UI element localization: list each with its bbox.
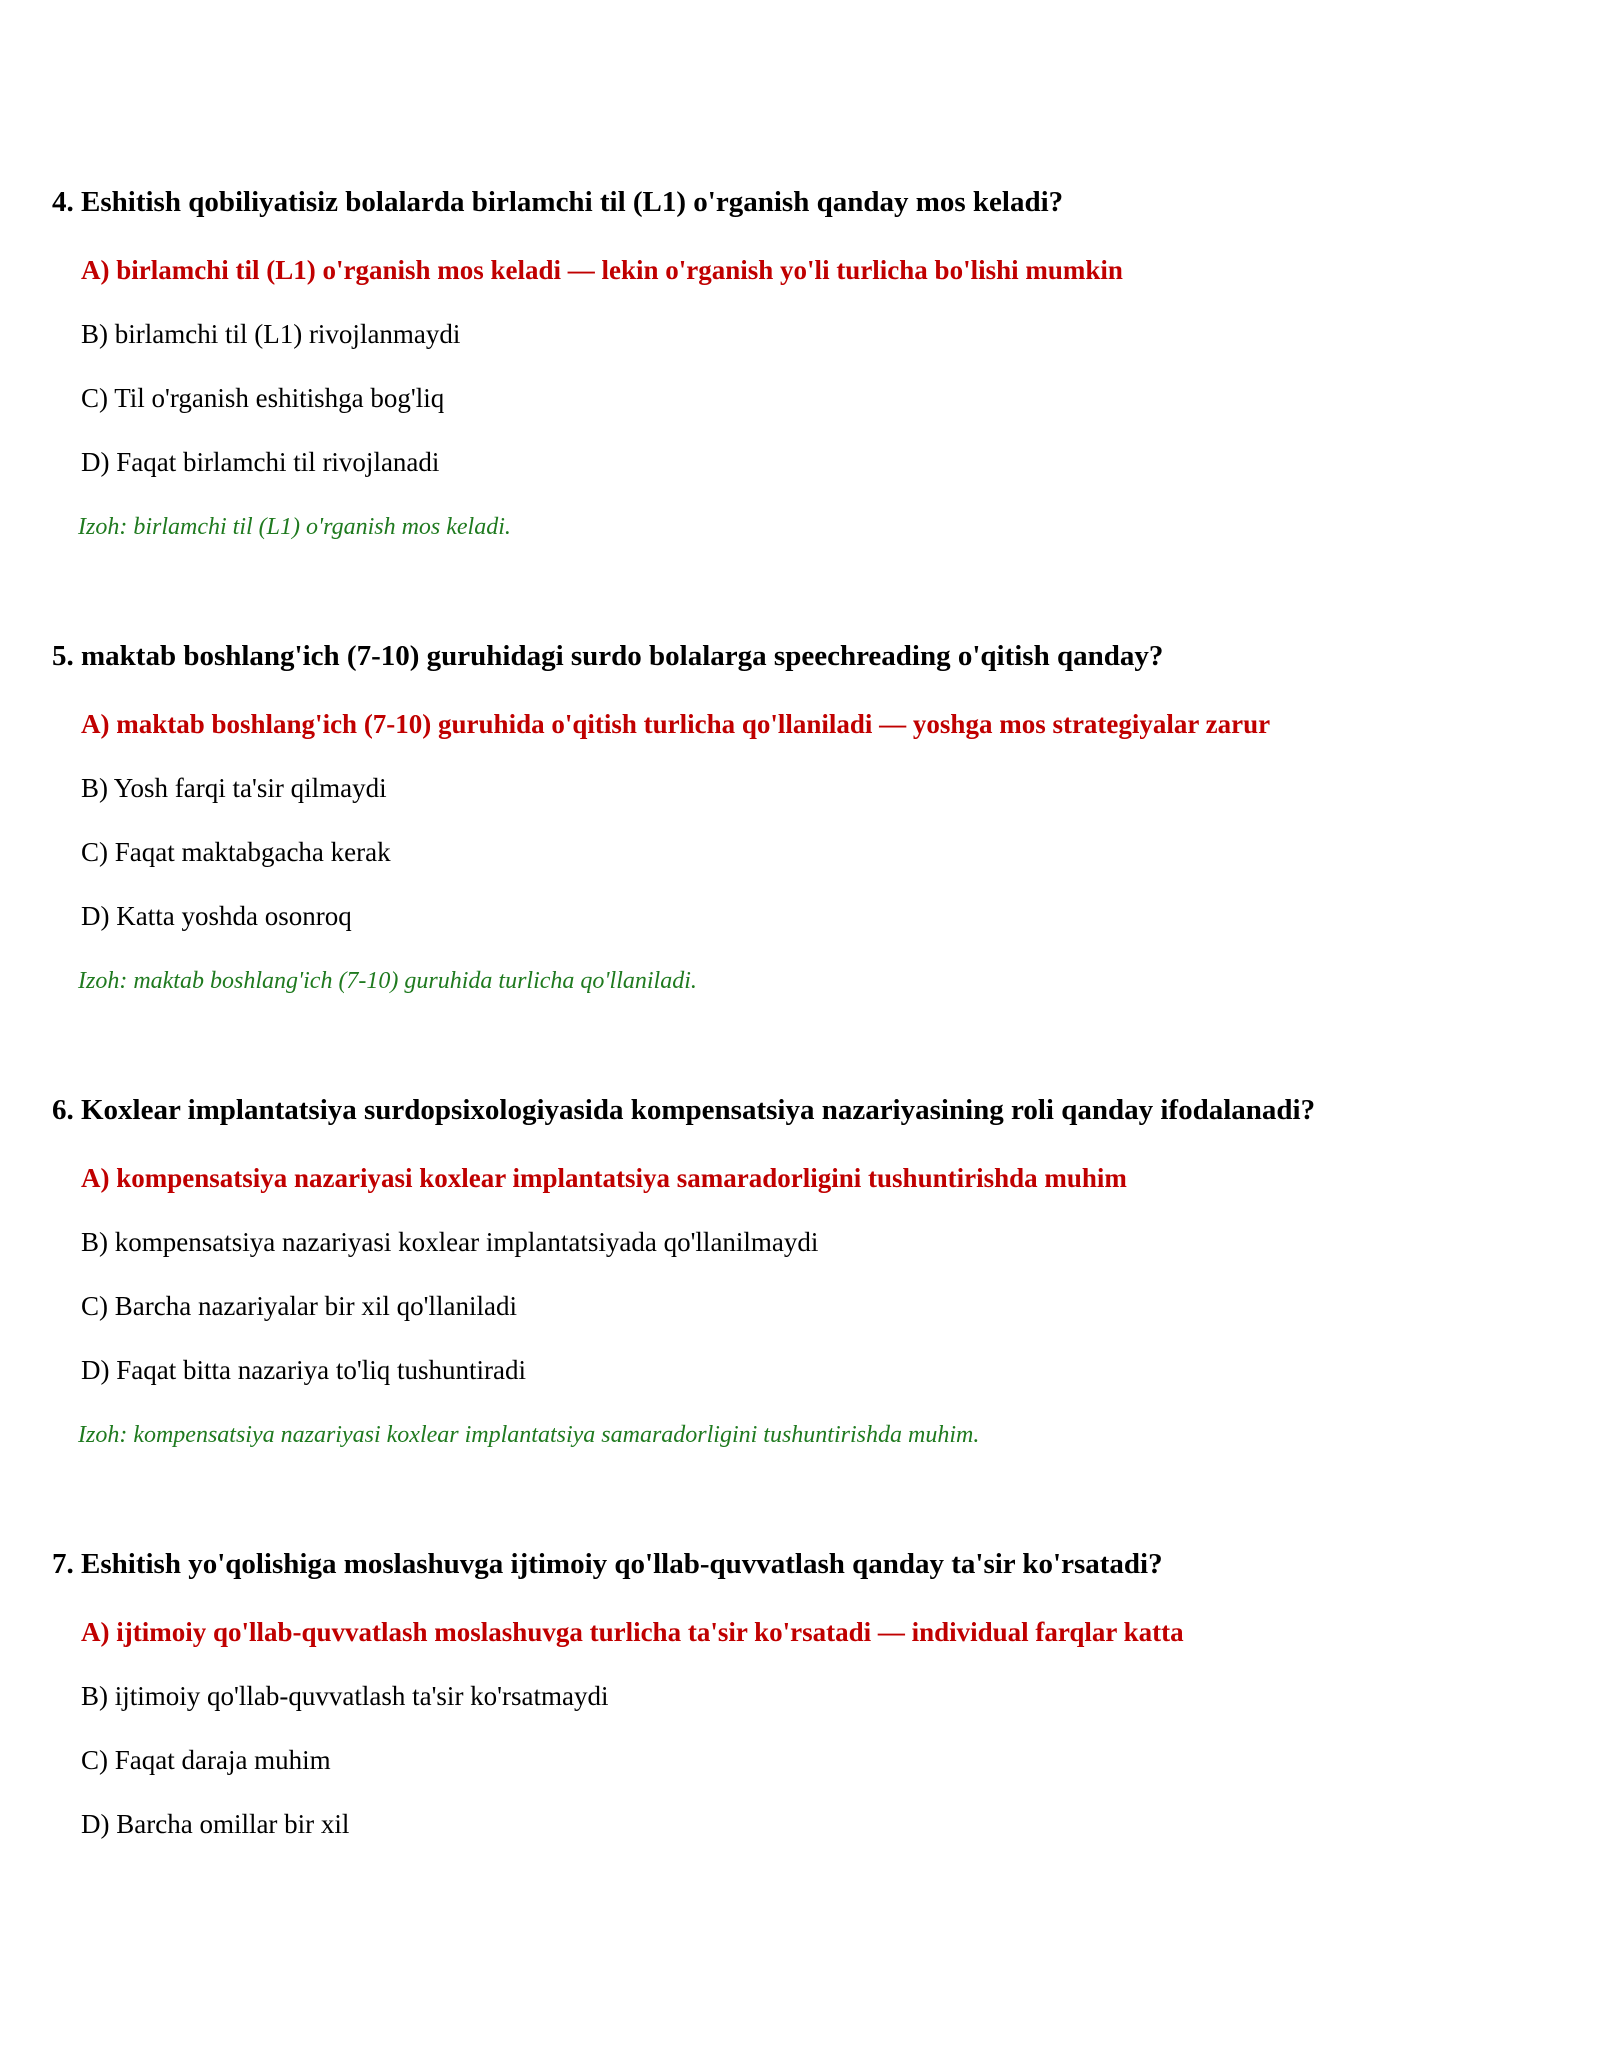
answer-option-correct: A) kompensatsiya nazariyasi koxlear implantatsiya samaradorligini tushuntirishda muhim — [81, 1163, 1127, 1193]
question-title: 4. Eshitish qobiliyatisiz bolalarda birlamchi til (L1) o'rganish qanday mos keladi? — [52, 186, 1064, 218]
answer-option: C) Til o'rganish eshitishga bog'liq — [81, 383, 445, 413]
answer-option: D) Barcha omillar bir xil — [81, 1809, 350, 1839]
answer-option: D) Faqat birlamchi til rivojlanadi — [81, 447, 440, 477]
answer-option: D) Katta yoshda osonroq — [81, 901, 352, 931]
answer-option: D) Faqat bitta nazariya to'liq tushuntiradi — [81, 1355, 526, 1385]
explanation-note: Izoh: maktab boshlang'ich (7-10) guruhida turlicha qo'llaniladi. — [78, 968, 697, 994]
answer-option: B) birlamchi til (L1) rivojlanmaydi — [81, 319, 461, 349]
answer-option: C) Barcha nazariyalar bir xil qo'llaniladi — [81, 1291, 517, 1321]
answer-option-correct: A) birlamchi til (L1) o'rganish mos keladi — lekin o'rganish yo'li turlicha bo'lishi mumkin — [81, 255, 1123, 285]
question-title: 7. Eshitish yo'qolishiga moslashuvga ijtimoiy qo'llab-quvvatlash qanday ta'sir ko'rsatadi? — [52, 1548, 1163, 1580]
question-title: 6. Koxlear implantatsiya surdopsixologiyasida kompensatsiya nazariyasining roli qanday ifodalanadi? — [52, 1094, 1316, 1126]
question-title: 5. maktab boshlang'ich (7-10) guruhidagi surdo bolalarga speechreading o'qitish qanday? — [52, 640, 1164, 672]
answer-option: B) kompensatsiya nazariyasi koxlear implantatsiyada qo'llanilmaydi — [81, 1227, 819, 1257]
answer-option: C) Faqat daraja muhim — [81, 1745, 331, 1775]
explanation-note: Izoh: birlamchi til (L1) o'rganish mos keladi. — [78, 514, 511, 540]
answer-option-correct: A) maktab boshlang'ich (7-10) guruhida o'qitish turlicha qo'llaniladi — yoshga mos strategiyalar zarur — [81, 709, 1271, 739]
answer-option: B) ijtimoiy qo'llab-quvvatlash ta'sir ko'rsatmaydi — [81, 1681, 609, 1711]
answer-option-correct: A) ijtimoiy qo'llab-quvvatlash moslashuvga turlicha ta'sir ko'rsatadi — individual farqlar katta — [81, 1617, 1184, 1647]
answer-option: B) Yosh farqi ta'sir qilmaydi — [81, 773, 387, 803]
explanation-note: Izoh: kompensatsiya nazariyasi koxlear implantatsiya samaradorligini tushuntirishda muhim. — [78, 1422, 980, 1448]
answer-option: C) Faqat maktabgacha kerak — [81, 837, 391, 867]
